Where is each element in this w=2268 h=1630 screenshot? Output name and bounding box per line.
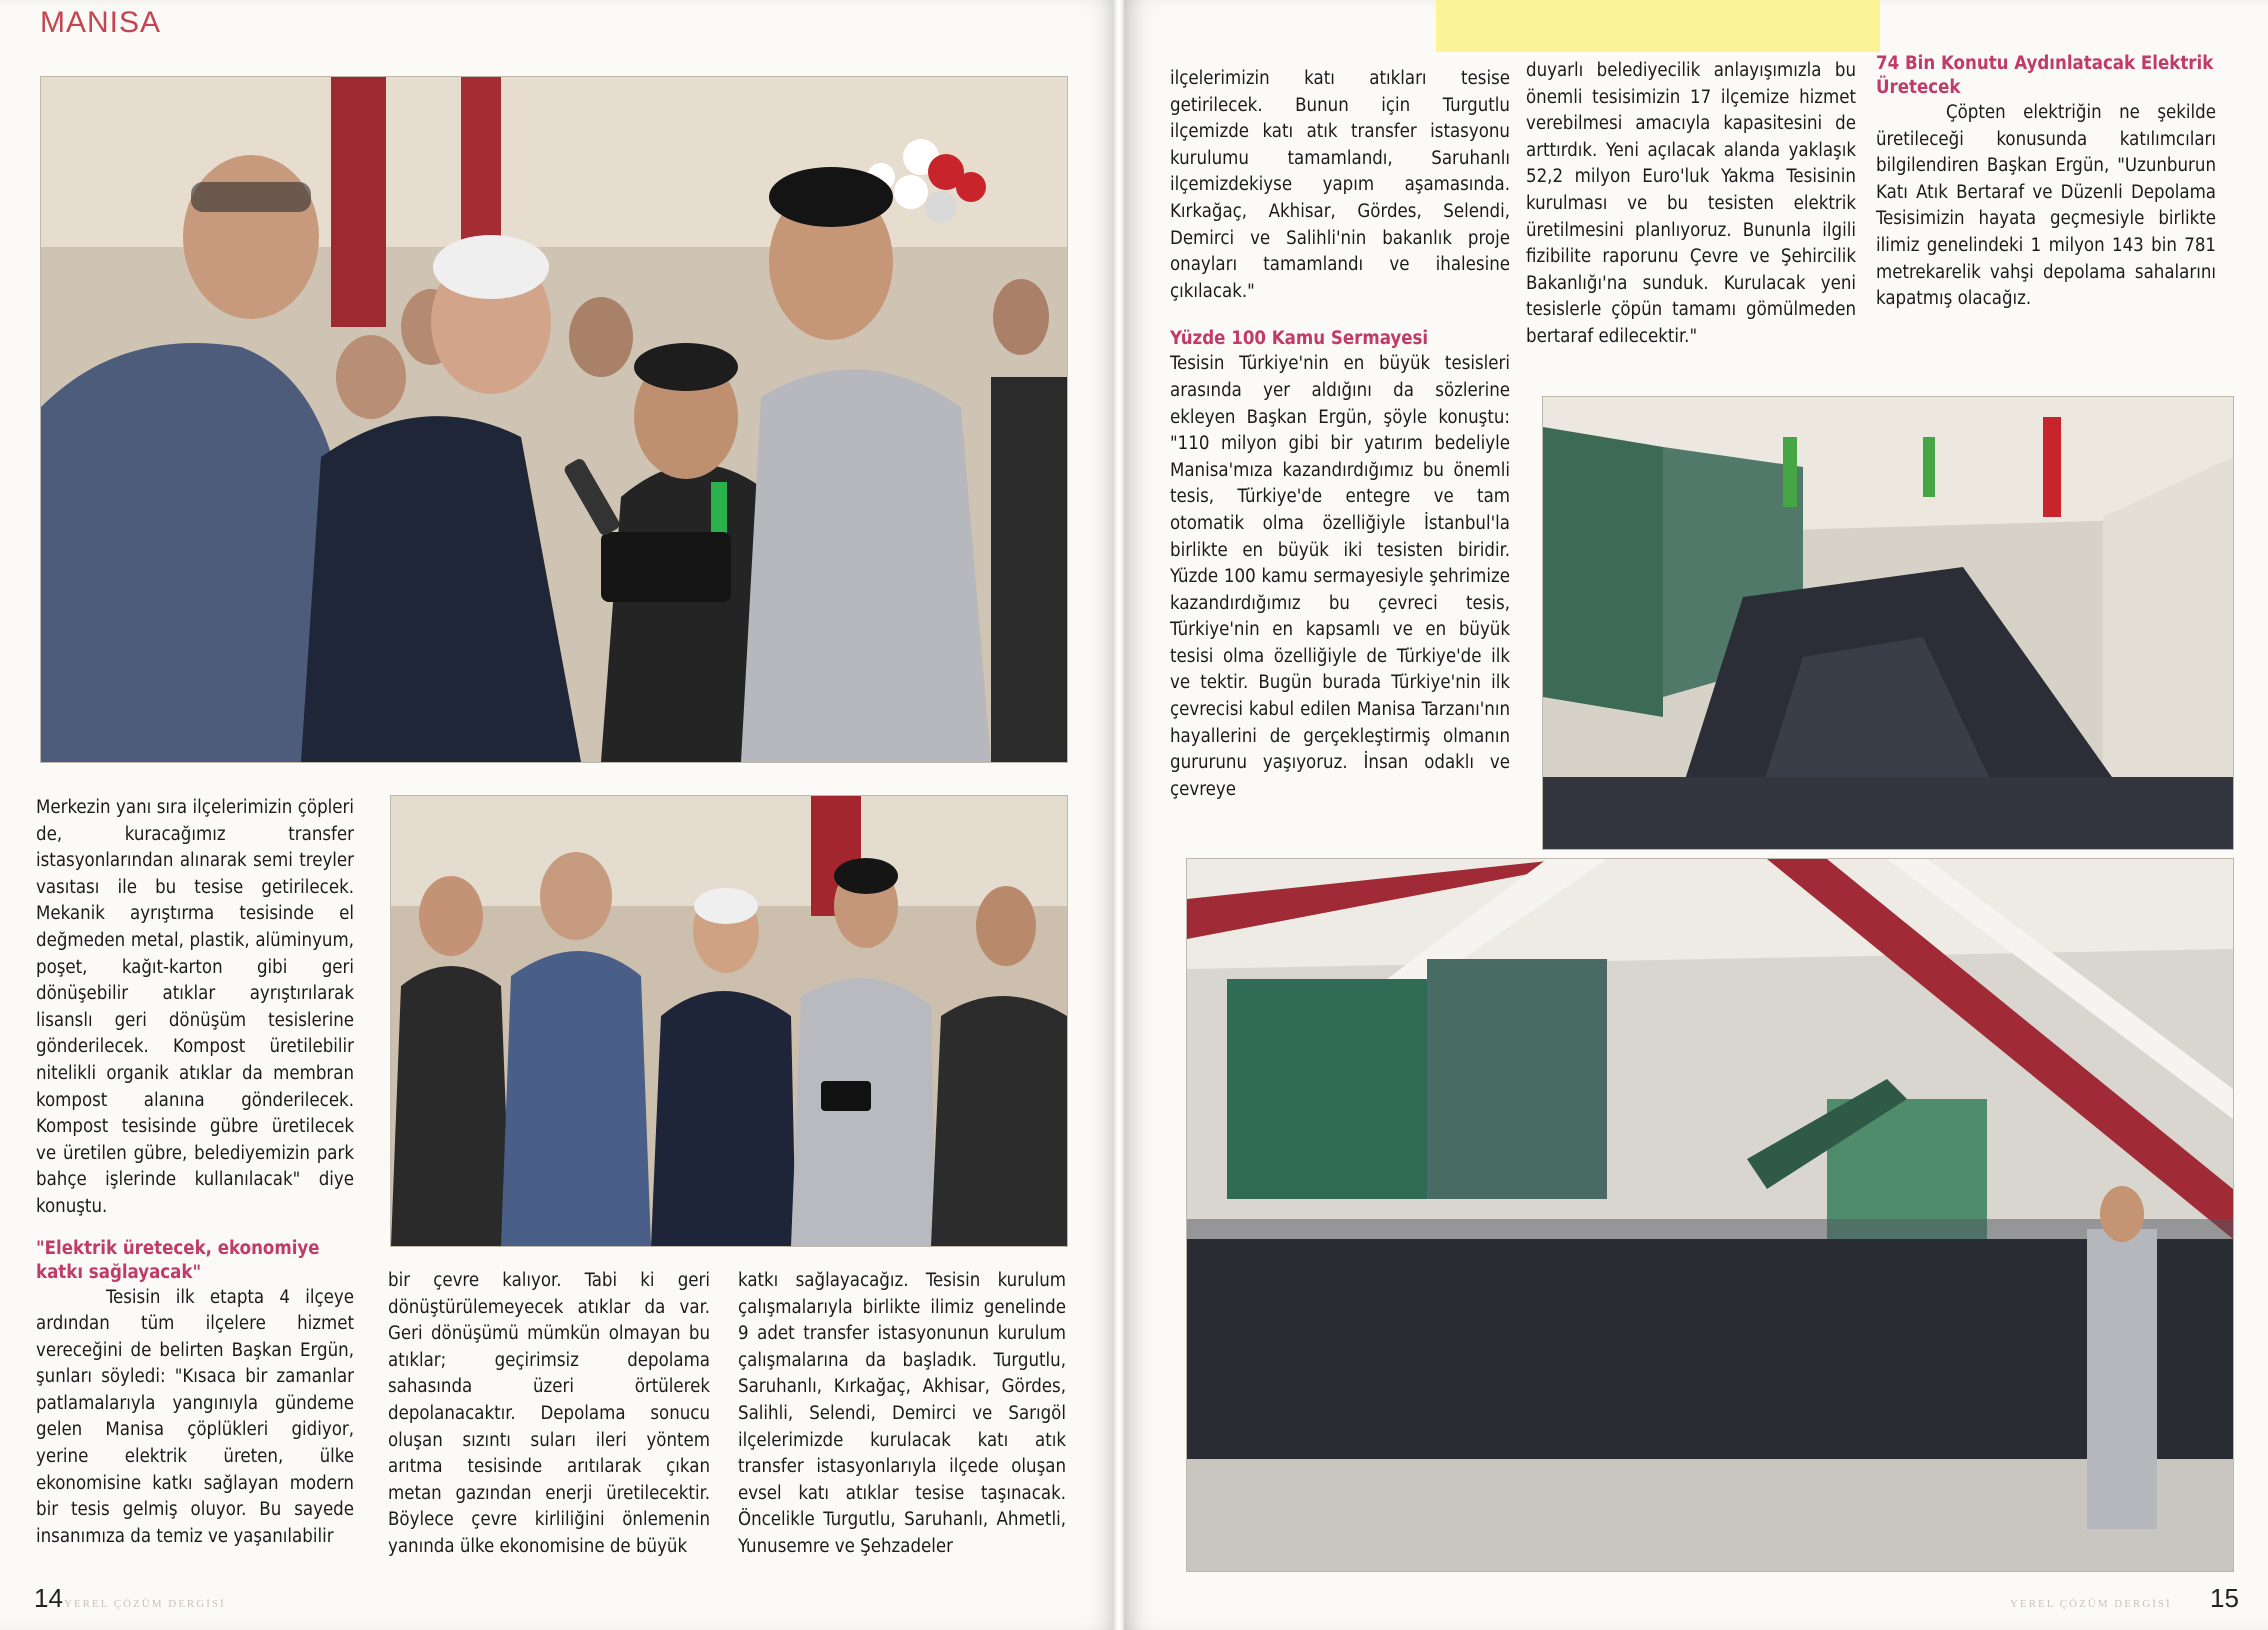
left-col3-body: katkı sağlayacağız. Tesisin kurulum çalışmalarıyla birlikte ilimiz genelinde 9 adet transfer istasyonunun kurulum çalışmalarına da başladık. Turgutlu, Saruhanlı, Kırkağaç, Akhisar, Gördes, Salihli, Selendi, Demirci ve Sarıgöl ilçelerimizde kurulacak katı atık transfer istasyonlarıyla ilçede oluşan evsel katı atıklar tesise taşınacak. Öncelikle Turgutlu, Saruhanlı, Ahmetli, Yunusemre ve Şehzadeler — [738, 1270, 1066, 1557]
left-column-2 — [388, 1268, 710, 1561]
right-col3-body: Çöpten elektriğin ne şekilde üretileceği konusunda katılımcıları bilgilendiren Başkan Ergün, "Uzunburun Katı Atık Bertaraf ve Düzenli Depolama Tesisimizin hayata geçmesiyle birlikte ilimiz genelindeki 1 milyon 143 bin 781 metrekarelik vahşi depolama sahalarını kapatmış olacağız. — [1876, 102, 2216, 310]
right-col1-heading: Yüzde 100 Kamu Sermayesi — [1170, 328, 1429, 350]
magazine-name-right: YEREL ÇÖZÜM DERGİSİ — [2010, 1598, 2172, 1610]
left-col2-body: bir çevre kalıyor. Tabi ki geri dönüştürülemeyecek atıklar da var. Geri dönüşümü mümkün olmayan bu atıklar; geçirimsiz depolama sahasında üzeri örtülerek depolanacaktır. Depolama sonucu oluşan sızıntı suları ileri yöntem arıtma tesisinde arıtılarak çıkan metan gazından enerji üretilecektir. Böylece çevre kirliliğini önlemenin yanında ülke ekonomisine de büyük — [388, 1270, 710, 1557]
photo-applause — [390, 795, 1068, 1247]
left-page — [0, 0, 1118, 1630]
right-col3-heading: 74 Bin Konutu Aydınlatacak Elektrik Üretecek — [1876, 53, 2214, 98]
right-col1-body: ilçelerimizin katı atıkları tesise getirilecek. Bunun için Turgutlu ilçemizde katı atık transfer istasyonu kurulumu tamamlandı, Saruhanlı ilçemizdekiyse yapım aşamasında. Kırkağaç, Akhisar, Gördes, Selendi, Demirci ve Salihli'nin bakanlık proje onayları tamamlandı ve ihalesine çıkılacak." — [1170, 68, 1510, 302]
photo-ceremony-handover — [40, 76, 1068, 763]
magazine-name-left: YEREL ÇÖZÜM DERGİSİ — [64, 1598, 226, 1610]
left-col1-heading: "Elektrik üretecek, ekonomiye katkı sağlayacak" — [36, 1237, 320, 1283]
right-column-3 — [1876, 52, 2216, 313]
page-number-left: 14 — [34, 1583, 63, 1613]
photo-factory-crowd — [1542, 396, 2234, 850]
right-page — [1124, 0, 2268, 1630]
sticky-note — [1436, 0, 1880, 52]
right-col2-body: duyarlı belediyecilik anlayışımızla bu önemli tesisimizin 17 ilçemize hizmet verebilmesi amacıyla kapasitesini de arttırdık. Yeni açılacak alanda yaklaşık 52,2 milyon Euro'luk Yakma Tesisinin kurulması ve bu tesisten elektrik üretilmesini planlıyoruz. Bununla ilgili fizibilite raporunu Çevre ve Şehircilik Bakanlığı'na sunduk. Kurulacak yeni tesislerle çöpün tamamı gömülmeden bertaraf edilecektir." — [1526, 60, 1856, 347]
left-column-1 — [36, 795, 354, 1550]
right-col1-body2: Tesisin Türkiye'nin en büyük tesisleri arasında yer aldığını da sözlerine ekleyen Başkan Ergün, şöyle konuştu: "110 milyon gibi bir yatırım bedeliyle Manisa'mıza kazandırdığımız bu önemli tesis, Türkiye'de entegre ve tam otomatik olma özelliğiyle İstanbul'la birlikte en büyük iki tesisten biridir. Yüzde 100 kamu sermayesiyle şehrimize kazandırdığımız bu çevreci tesis, Türkiye'nin en kapsamlı ve en büyük tesisi olma özelliğiyle de Türkiye'de ilk ve tektir. Bugün burada Türkiye'nin ilk çevrecisi kabul edilen Manisa Tarzanı'nın hayallerini de gerçekleştirmiş olmanın gururunu yaşıyoruz. İnsan odaklı ve çevreye — [1170, 353, 1510, 800]
left-col1-body: Merkezin yanı sıra ilçelerimizin çöpleri de, kuracağımız transfer istasyonlarından alınarak semi treyler vasıtası ile bu tesise getirilecek. Mekanik ayrıştırma tesisinde el değmeden metal, plastik, alüminyum, poşet, kağıt-karton gibi geri dönüşebilir atıklar ayrıştırılarak lisanslı geri dönüşüm tesislerine gönderilecek. Kompost üretilebilir nitelikli organik atıklar da membran kompost alanına gönderilecek. Kompost tesisinde gübre üretilecek ve üretilen gübre, belediyemizin park bahçe işlerinde kullanılacak" diye konuştu. — [36, 797, 354, 1217]
right-column-1 — [1170, 66, 1510, 803]
right-column-2 — [1526, 58, 1856, 351]
page-number-right: 15 — [2210, 1583, 2239, 1613]
left-col1-body2: Tesisin ilk etapta 4 ilçeye ardından tüm ilçelere hizmet vereceğini de belirten Başkan Ergün, şunları söyledi: "Kısaca bir zamanlar patlamalarıyla yangınıyla gündeme gelen Manisa çöplükleri gidiyor, yerine elektrik üreten, ülke ekonomisine katkı sağlayan modern bir tesis gelmiş oluyor. Bu sayede insanımıza da temiz ve yaşanılabilir — [36, 1286, 354, 1547]
left-column-3 — [738, 1268, 1066, 1561]
photo-group-hall — [1186, 858, 2234, 1572]
section-label: MANISA — [40, 6, 162, 39]
